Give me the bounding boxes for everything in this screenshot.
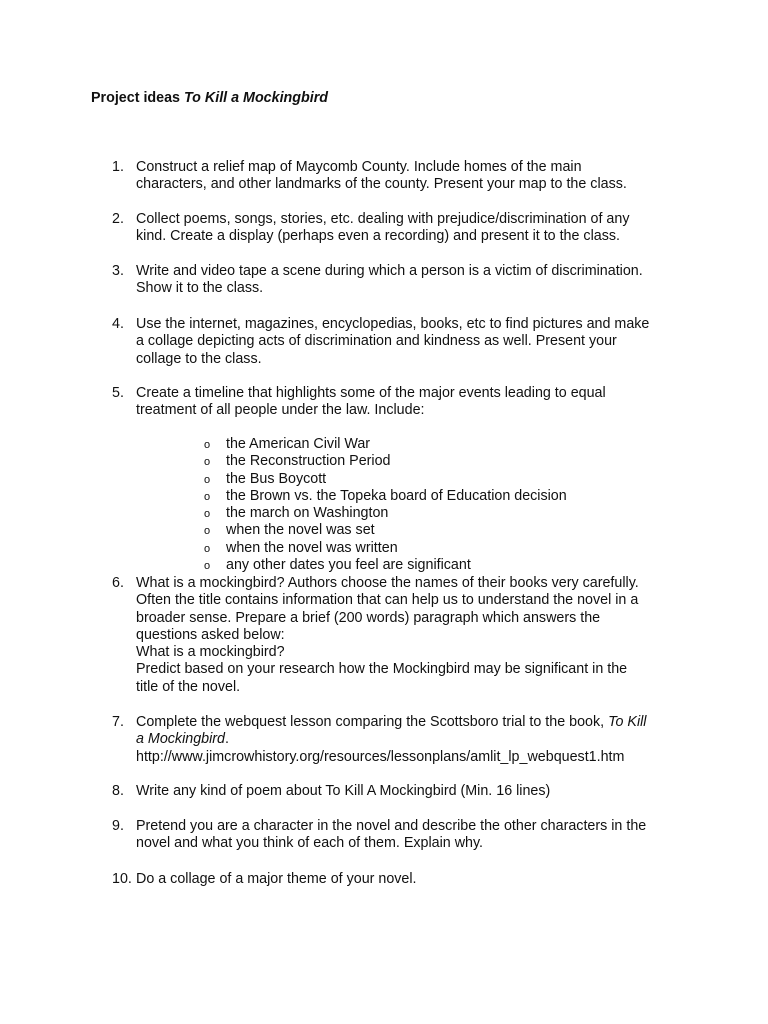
item-text-line: Construct a relief map of Maycomb County. Include homes of the main bbox=[136, 159, 582, 175]
list-item bbox=[204, 505, 567, 522]
bullet-circle-icon: o bbox=[204, 490, 211, 503]
bullet-circle-icon: o bbox=[204, 560, 211, 573]
project-item-7 bbox=[112, 714, 712, 766]
book-title-italic: a Mockingbird bbox=[136, 731, 225, 748]
item-number: 2. bbox=[112, 211, 124, 227]
list-item-text: the American Civil War bbox=[226, 436, 371, 452]
page-title bbox=[91, 90, 328, 107]
timeline-event-list bbox=[204, 436, 567, 574]
item-number: 3. bbox=[112, 263, 124, 279]
bullet-circle-icon: o bbox=[204, 456, 211, 469]
list-item-text: the Bus Boycott bbox=[226, 470, 327, 487]
item-text-line: What is a mockingbird? bbox=[136, 644, 285, 661]
item-text-line: Write and video tape a scene during which a person is a victim of discrimination. bbox=[136, 263, 643, 279]
item-text-line: Show it to the class. bbox=[136, 280, 264, 297]
item-text-line: Do a collage of a major theme of your novel. bbox=[136, 871, 417, 887]
bullet-circle-icon: o bbox=[204, 439, 211, 451]
item-text-line: questions asked below: bbox=[136, 626, 285, 643]
list-item-text: when the novel was written bbox=[226, 539, 398, 556]
item-number: 7. bbox=[112, 714, 124, 730]
list-item bbox=[204, 471, 567, 488]
item-text-line: Often the title contains information that can help us to understand the novel in a bbox=[136, 592, 639, 609]
bullet-circle-icon: o bbox=[204, 542, 211, 555]
webquest-url: http://www.jimcrowhistory.org/resources/lessonplans/amlit_lp_webquest1.htm bbox=[136, 748, 625, 765]
project-item-10 bbox=[112, 871, 712, 888]
bullet-circle-icon: o bbox=[204, 525, 211, 538]
item-text: Complete the webquest lesson comparing the Scottsboro trial to the book, bbox=[136, 714, 609, 730]
list-item-text: when the novel was set bbox=[226, 522, 375, 539]
item-number: 9. bbox=[112, 818, 124, 834]
item-number: 8. bbox=[112, 783, 124, 799]
item-text-line: treatment of all people under the law. Include: bbox=[136, 402, 425, 419]
project-item-5 bbox=[112, 385, 712, 420]
project-item-4 bbox=[112, 316, 712, 368]
item-text-line: Use the internet, magazines, encyclopedias, books, etc to find pictures and make bbox=[136, 316, 650, 332]
project-item-1 bbox=[112, 159, 712, 194]
item-text-line: Predict based on your research how the Mockingbird may be significant in the bbox=[136, 661, 628, 678]
item-text-line: Pretend you are a character in the novel and describe the other characters in the bbox=[136, 818, 647, 834]
list-item bbox=[204, 522, 567, 539]
item-number: 4. bbox=[112, 316, 124, 332]
list-item bbox=[204, 557, 567, 574]
item-text-line bbox=[136, 714, 712, 731]
project-item-9 bbox=[112, 818, 712, 853]
project-item-6 bbox=[112, 575, 712, 696]
item-text-line: novel and what you think of each of them. Explain why. bbox=[136, 835, 484, 852]
item-text-line: title of the novel. bbox=[136, 678, 241, 695]
book-title-italic: To Kill bbox=[608, 714, 647, 730]
item-text-line: Write any kind of poem about To Kill A Mockingbird (Min. 16 lines) bbox=[136, 783, 551, 799]
list-item-text: the march on Washington bbox=[226, 505, 389, 522]
item-number: 1. bbox=[112, 159, 124, 175]
bullet-circle-icon: o bbox=[204, 508, 211, 521]
list-item bbox=[204, 453, 567, 470]
list-item-text: any other dates you feel are significant bbox=[226, 557, 471, 574]
title-prefix: Project ideas bbox=[91, 90, 184, 106]
item-text-line: What is a mockingbird? Authors choose the names of their books very carefully. bbox=[136, 575, 639, 591]
item-number: 6. bbox=[112, 575, 124, 591]
item-text: . bbox=[225, 731, 229, 748]
item-text-line: a collage depicting acts of discrimination and kindness as well. Present your bbox=[136, 333, 617, 350]
item-number: 5. bbox=[112, 385, 124, 401]
item-text-line bbox=[136, 731, 712, 748]
item-text-line: broader sense. Prepare a brief (200 words) paragraph which answers the bbox=[136, 609, 601, 626]
list-item bbox=[204, 436, 567, 453]
list-item bbox=[204, 540, 567, 557]
item-text-line: Create a timeline that highlights some of the major events leading to equal bbox=[136, 385, 606, 401]
item-text-line: Collect poems, songs, stories, etc. dealing with prejudice/discrimination of any bbox=[136, 211, 630, 227]
title-book: To Kill a Mockingbird bbox=[183, 90, 329, 106]
list-item-text: the Reconstruction Period bbox=[226, 453, 391, 470]
item-text-line: kind. Create a display (perhaps even a recording) and present it to the class. bbox=[136, 228, 620, 245]
list-item-text: the Brown vs. the Topeka board of Education decision bbox=[226, 487, 567, 504]
item-text-line: collage to the class. bbox=[136, 350, 262, 367]
project-item-2 bbox=[112, 211, 712, 246]
item-text-line: characters, and other landmarks of the county. Present your map to the class. bbox=[136, 176, 627, 193]
project-item-3 bbox=[112, 263, 712, 298]
project-item-8 bbox=[112, 783, 712, 800]
item-number: 10. bbox=[112, 871, 132, 887]
list-item bbox=[204, 488, 567, 505]
bullet-circle-icon: o bbox=[204, 473, 211, 486]
